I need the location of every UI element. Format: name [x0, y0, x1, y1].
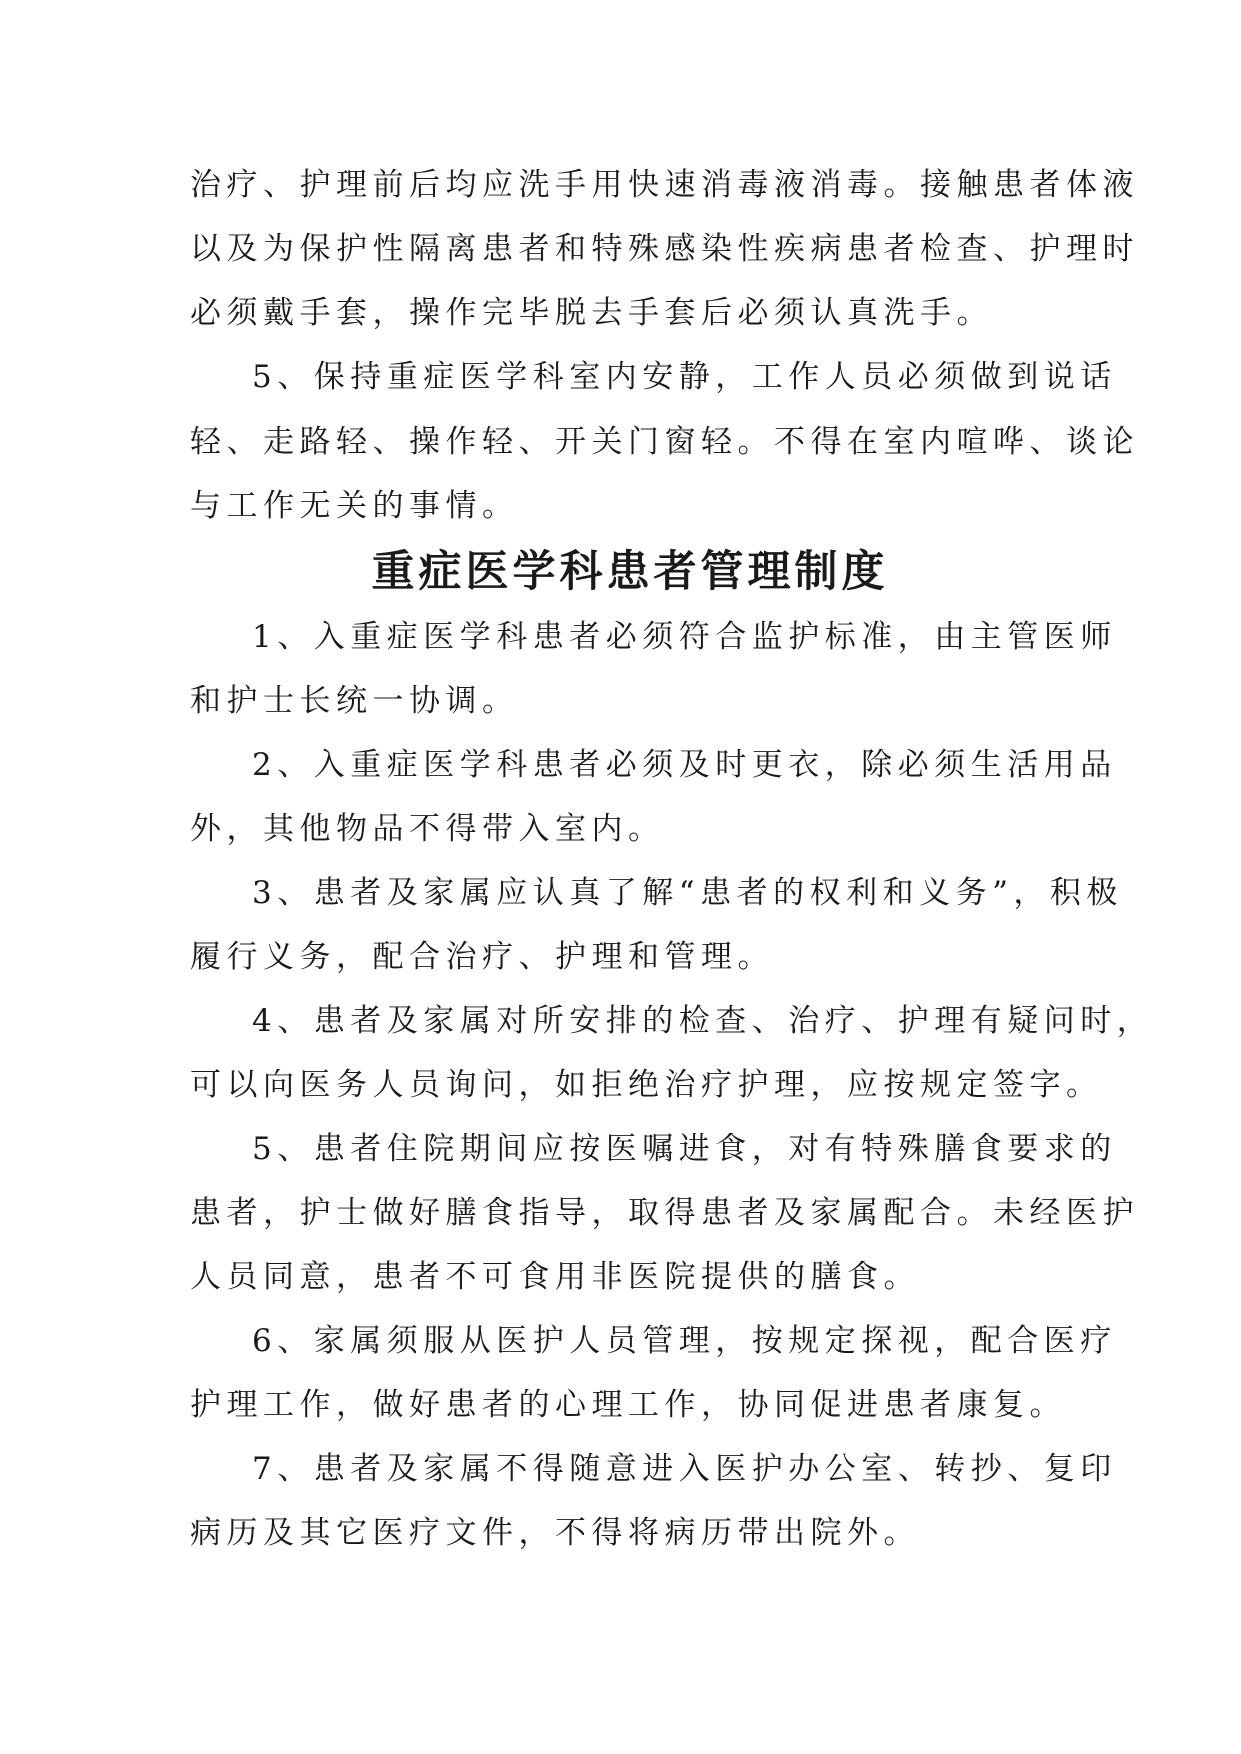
rule-line: 人员同意，患者不可食用非医院提供的膳食。: [190, 1259, 920, 1295]
rule-line: 病历及其它医疗文件，不得将病历带出院外。: [190, 1515, 920, 1551]
paragraph-line: 轻、走路轻、操作轻、开关门窗轻。不得在室内喧哗、谈论: [190, 424, 1139, 460]
rule-line: 6、家属须服从医护人员管理，按规定探视，配合医疗: [252, 1323, 1117, 1359]
rule-line: 1、入重症医学科患者必须符合监护标准，由主管医师: [252, 619, 1117, 655]
rule-line: 外，其他物品不得带入室内。: [190, 811, 665, 847]
rule-line: 7、患者及家属不得随意进入医护办公室、转抄、复印: [252, 1451, 1117, 1487]
paragraph-line: 与工作无关的事情。: [190, 488, 519, 524]
paragraph-line: 治疗、护理前后均应洗手用快速消毒液消毒。接触患者体液: [190, 167, 1139, 203]
rule-line: 可以向医务人员询问，如拒绝治疗护理，应按规定签字。: [190, 1067, 1103, 1103]
rule-line: 5、患者住院期间应按医嘱进食，对有特殊膳食要求的: [252, 1131, 1117, 1167]
rule-line: 履行义务，配合治疗、护理和管理。: [190, 939, 774, 975]
paragraph-line: 5、保持重症医学科室内安静，工作人员必须做到说话: [252, 359, 1117, 395]
rule-line: 2、入重症医学科患者必须及时更衣，除必须生活用品: [252, 747, 1117, 783]
section-title: 重症医学科患者管理制度: [371, 547, 889, 597]
paragraph-line: 以及为保护性隔离患者和特殊感染性疾病患者检查、护理时: [190, 231, 1139, 267]
rule-line: 护理工作，做好患者的心理工作，协同促进患者康复。: [190, 1387, 1066, 1423]
paragraph-line: 必须戴手套，操作完毕脱去手套后必须认真洗手。: [190, 295, 993, 331]
rule-line: 和护士长统一协调。: [190, 683, 519, 719]
rule-line: 4、患者及家属对所安排的检查、治疗、护理有疑问时，: [252, 1003, 1154, 1039]
rule-line: 患者，护士做好膳食指导，取得患者及家属配合。未经医护: [190, 1195, 1139, 1231]
rule-line: 3、患者及家属应认真了解“患者的权利和义务”，积极: [252, 875, 1123, 911]
